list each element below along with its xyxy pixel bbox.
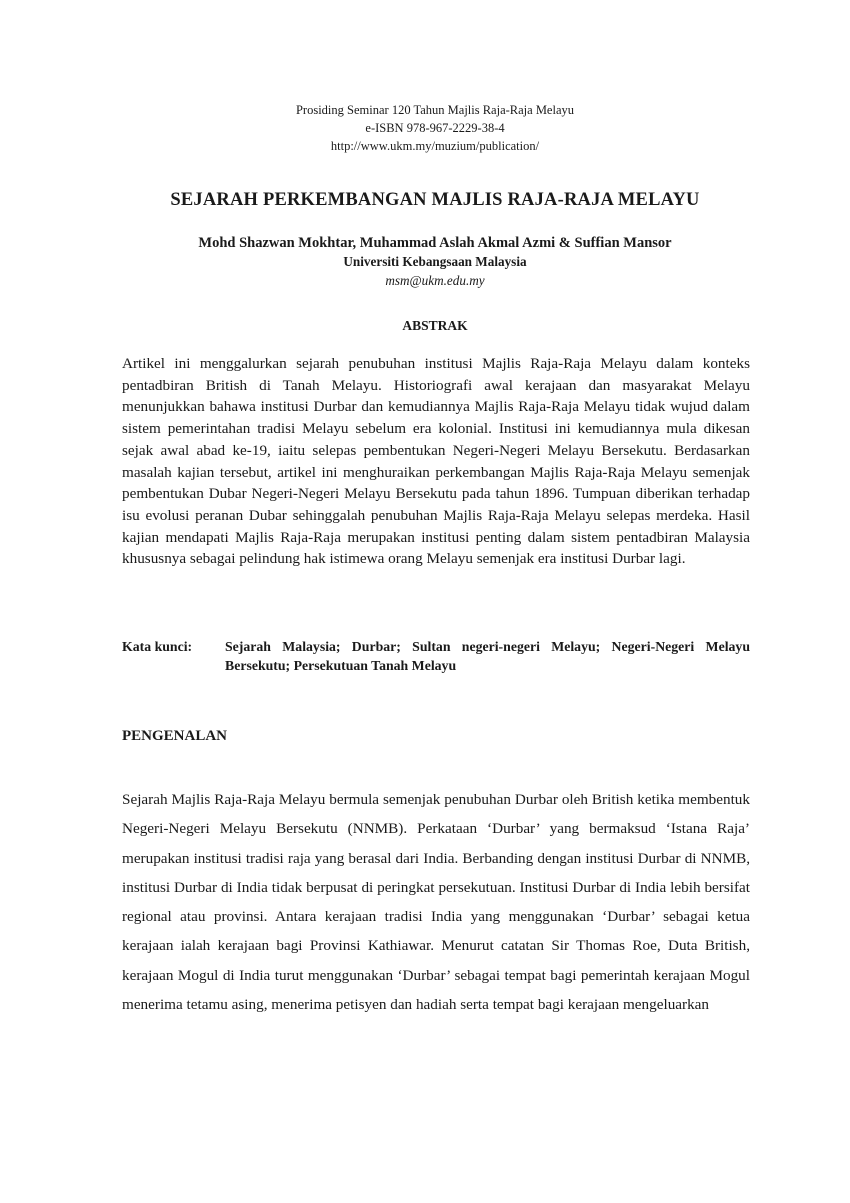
proceedings-title: Prosiding Seminar 120 Tahun Majlis Raja-Raja Melayu <box>295 103 575 117</box>
abstract-heading: ABSTRAK <box>402 318 468 333</box>
contact-email: msm@ukm.edu.my <box>385 273 485 288</box>
author-block <box>0 234 850 290</box>
proceedings-header <box>0 101 850 155</box>
section-heading-introduction: PENGENALAN <box>122 728 228 744</box>
introduction-body: Sejarah Majlis Raja-Raja Melayu bermula semenjak penubuhan Durbar oleh British ketika membentuk Negeri-Negeri Melayu Bersekutu (NNMB). Perkataan ‘Durbar’ yang bermaksud ‘Istana Raja’ merupakan institusi tradisi raja yang berasal dari India. Berbanding dengan institusi Durbar di NNMB, institusi Durbar di India tidak berpusat di peringkat persekutuan. Institusi Durbar di India lebih bersifat regional atau provinsi. Antara kerajaan tradisi India yang menggunakan ‘Durbar’ sebagai ketua kerajaan ialah kerajaan bagi Provinsi Kathiawar. Menurut catatan Sir Thomas Roe, Duta British, kerajaan Mogul di India turut menggunakan ‘Durbar’ sebagai tempat bagi pemerintah kerajaan Mogul menerima tetamu asing, menerima petisyen dan hadiah serta tempat bagi kerajaan mengeluarkan <box>122 791 750 1014</box>
isbn: e-ISBN 978-967-2229-38-4 <box>365 121 505 135</box>
affiliation: Universiti Kebangsaan Malaysia <box>343 254 527 269</box>
abstract-body: Artikel ini menggalurkan sejarah penubuhan institusi Majlis Raja-Raja Melayu dalam konteks pentadbiran British di Tanah Melayu. Historiografi awal kerajaan dan masyarakat Melayu menunjukkan bahawa institusi Durbar dan kemudiannya Majlis Raja-Raja Melayu tidak wujud dalam sistem pemerintahan tradisi Melayu sebelum era kolonial. Institusi ini kemudiannya mula dikesan sejak awal abad ke-19, iaitu selepas pembentukan Negeri-Negeri Melayu Bersekutu. Berdasarkan masalah kajian tersebut, artikel ini menghuraikan perkembangan Majlis Raja-Raja Melayu semenjak pembentukan Dubar Negeri-Negeri Melayu Bersekutu pada tahun 1896. Tumpuan diberikan terhadap isu evolusi peranan Dubar sehinggalah penubuhan Majlis Raja-Raja Melayu selepas merdeka. Hasil kajian mendapati Majlis Raja-Raja merupakan institusi penting dalam sistem pentadbiran Malaysia khususnya sebagai pelindung hak istimewa orang Melayu semenjak era institusi Durbar lagi. <box>122 355 750 568</box>
paper-title: SEJARAH PERKEMBANGAN MAJLIS RAJA-RAJA MELAYU <box>170 190 700 210</box>
keywords-label: Kata kunci: <box>122 639 193 654</box>
publication-url: http://www.ukm.my/muzium/publication/ <box>330 139 540 153</box>
author-names: Mohd Shazwan Mokhtar, Muhammad Aslah Akmal Azmi & Suffian Mansor <box>198 235 672 251</box>
keywords-block <box>122 637 750 675</box>
keywords-text: Sejarah Malaysia; Durbar; Sultan negeri-negeri Melayu; Negeri-Negeri Melayu Bersekutu; Persekutuan Tanah Melayu <box>225 639 750 673</box>
